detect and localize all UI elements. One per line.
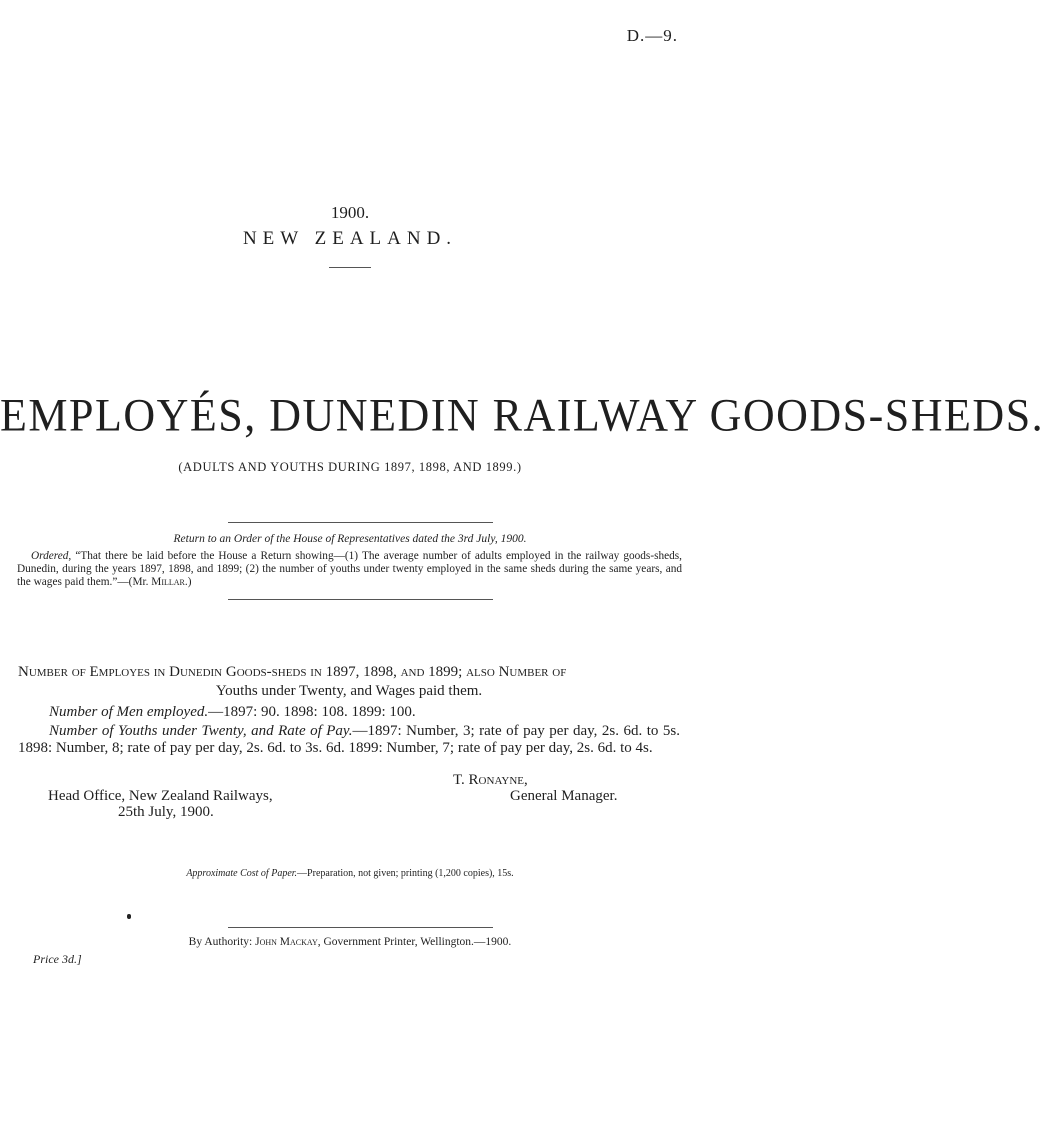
- signer-name: T. Ronayne,: [453, 772, 528, 788]
- country-heading: NEW ZEALAND.: [242, 228, 458, 249]
- divider: [228, 599, 493, 600]
- ink-speck: [127, 914, 131, 919]
- return-order-line: Return to an Order of the House of Representatives dated the 3rd July, 1900.: [173, 533, 527, 545]
- authority-suffix: , Government Printer, Wellington.—1900.: [317, 936, 512, 948]
- member-name: Millar: [151, 576, 185, 588]
- signer-position: General Manager.: [510, 788, 618, 804]
- signature-date: 25th July, 1900.: [118, 804, 214, 820]
- year-heading: 1900.: [330, 203, 370, 222]
- ordered-end: .): [184, 576, 192, 588]
- youths-paragraph: [18, 723, 680, 757]
- heading-line-1: Number of Employes in Dunedin Goods-sheds in 1897, 1898, and 1899; also Number of: [18, 664, 567, 680]
- document-reference: D.—9.: [626, 26, 678, 45]
- cost-label: Approximate Cost of Paper.: [186, 868, 298, 879]
- cost-of-paper: [0, 868, 700, 879]
- youths-text: —1897: Number, 3; rate of pay per day, 2s. 6d. to 5s. 1898: Number, 8; rate of pay per day, 2s. 6d. to 3s. 6d. 1899: Number, 7; rate of pay per day, 2s. 6d. to 4s.: [18, 723, 680, 756]
- youths-label: Number of Youths under Twenty, and Rate of Pay.: [49, 723, 353, 739]
- authority-line: [0, 936, 700, 948]
- divider: [329, 267, 371, 268]
- ordered-paragraph: [17, 550, 682, 589]
- heading-line-2: Youths under Twenty, and Wages paid them.: [215, 683, 483, 699]
- authority-prefix: By Authority:: [188, 936, 256, 948]
- office-address: Head Office, New Zealand Railways,: [48, 788, 273, 804]
- men-employed-paragraph: [49, 704, 416, 721]
- document-title: EMPLOYÉS, DUNEDIN RAILWAY GOODS-SHEDS.: [0, 389, 1044, 442]
- ordered-text: “That there be laid before the House a Return showing—(1) The average number of adults employed in the railway goods-sheds, Dunedin, during the years 1897, 1898, and 1899; (2) the number of youths under twenty employed in the same sheds during the same years, and the wages paid them.”—(Mr.: [17, 550, 683, 588]
- men-text: —1897: 90. 1898: 108. 1899: 100.: [208, 704, 416, 720]
- divider: [228, 522, 493, 523]
- men-label: Number of Men employed.: [49, 704, 209, 720]
- cost-text: —Preparation, not given; printing (1,200 copies), 15s.: [297, 868, 514, 879]
- section-heading: [18, 663, 680, 701]
- document-subtitle: (ADULTS AND YOUTHS DURING 1897, 1898, AND 1899.): [178, 460, 522, 474]
- price-label: Price 3d.]: [33, 952, 82, 966]
- printer-name: John Mackay: [255, 936, 318, 948]
- divider: [228, 927, 493, 928]
- ordered-lead: Ordered,: [31, 550, 72, 562]
